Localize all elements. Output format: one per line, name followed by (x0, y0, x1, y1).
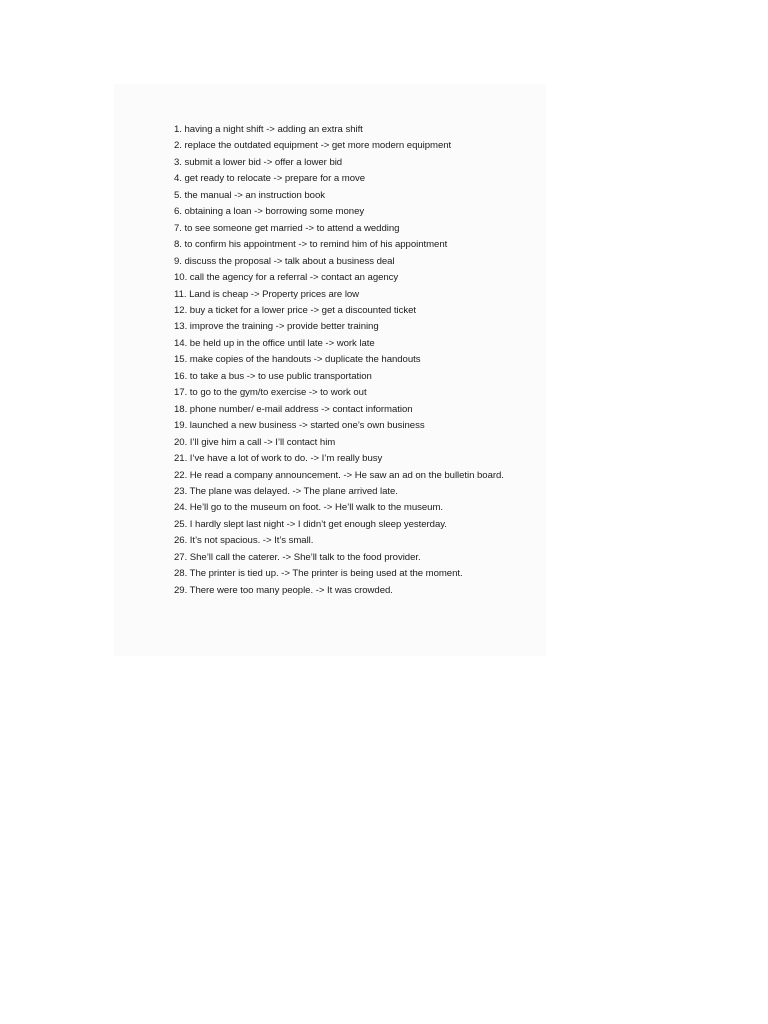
list-item: 26. It’s not spacious. -> It’s small. (174, 535, 314, 547)
list-item: 25. I hardly slept last night -> I didn’t get enough sleep yesterday. (174, 518, 447, 530)
list-item: 8. to confirm his appointment -> to remind him of his appointment (174, 239, 448, 251)
list-item: 24. He’ll go to the museum on foot. -> He’ll walk to the museum. (174, 502, 444, 514)
list-item: 13. improve the training -> provide better training (174, 321, 379, 333)
list-item: 21. I’ve have a lot of work to do. -> I’m really busy (174, 453, 383, 465)
list-item: 23. The plane was delayed. -> The plane arrived late. (174, 485, 398, 497)
list-item: 12. buy a ticket for a lower price -> get a discounted ticket (174, 304, 416, 316)
list-item: 17. to go to the gym/to exercise -> to work out (174, 387, 367, 399)
list-item: 9. discuss the proposal -> talk about a business deal (174, 255, 395, 267)
list-item: 14. be held up in the office until late -> work late (174, 337, 375, 349)
list-item: 29. There were too many people. -> It was crowded. (174, 584, 393, 596)
list-item: 2. replace the outdated equipment -> get more modern equipment (174, 140, 452, 152)
list-item: 20. I’ll give him a call -> I’ll contact him (174, 436, 336, 448)
list-item: 28. The printer is tied up. -> The printer is being used at the moment. (174, 568, 463, 580)
list-item: 11. Land is cheap -> Property prices are low (174, 288, 360, 300)
list-item: 3. submit a lower bid -> offer a lower bid (174, 156, 343, 168)
list-item: 7. to see someone get married -> to attend a wedding (174, 222, 400, 234)
list-item: 27. She’ll call the caterer. -> She’ll talk to the food provider. (174, 551, 421, 563)
list-item: 10. call the agency for a referral -> contact an agency (174, 272, 399, 284)
list-item: 15. make copies of the handouts -> duplicate the handouts (174, 354, 421, 366)
list-item: 1. having a night shift -> adding an extra shift (174, 124, 363, 135)
list-item: 22. He read a company announcement. -> He saw an ad on the bulletin board. (174, 469, 504, 481)
list-item: 6. obtaining a loan -> borrowing some money (174, 206, 365, 218)
paraphrase-list (174, 122, 514, 599)
list-item: 18. phone number/ e-mail address -> contact information (174, 403, 413, 415)
list-item: 5. the manual -> an instruction book (174, 189, 325, 201)
list-item: 16. to take a bus -> to use public transportation (174, 370, 372, 382)
list-item: 4. get ready to relocate -> prepare for a move (174, 173, 366, 185)
list-item: 19. launched a new business -> started one’s own business (174, 420, 425, 432)
